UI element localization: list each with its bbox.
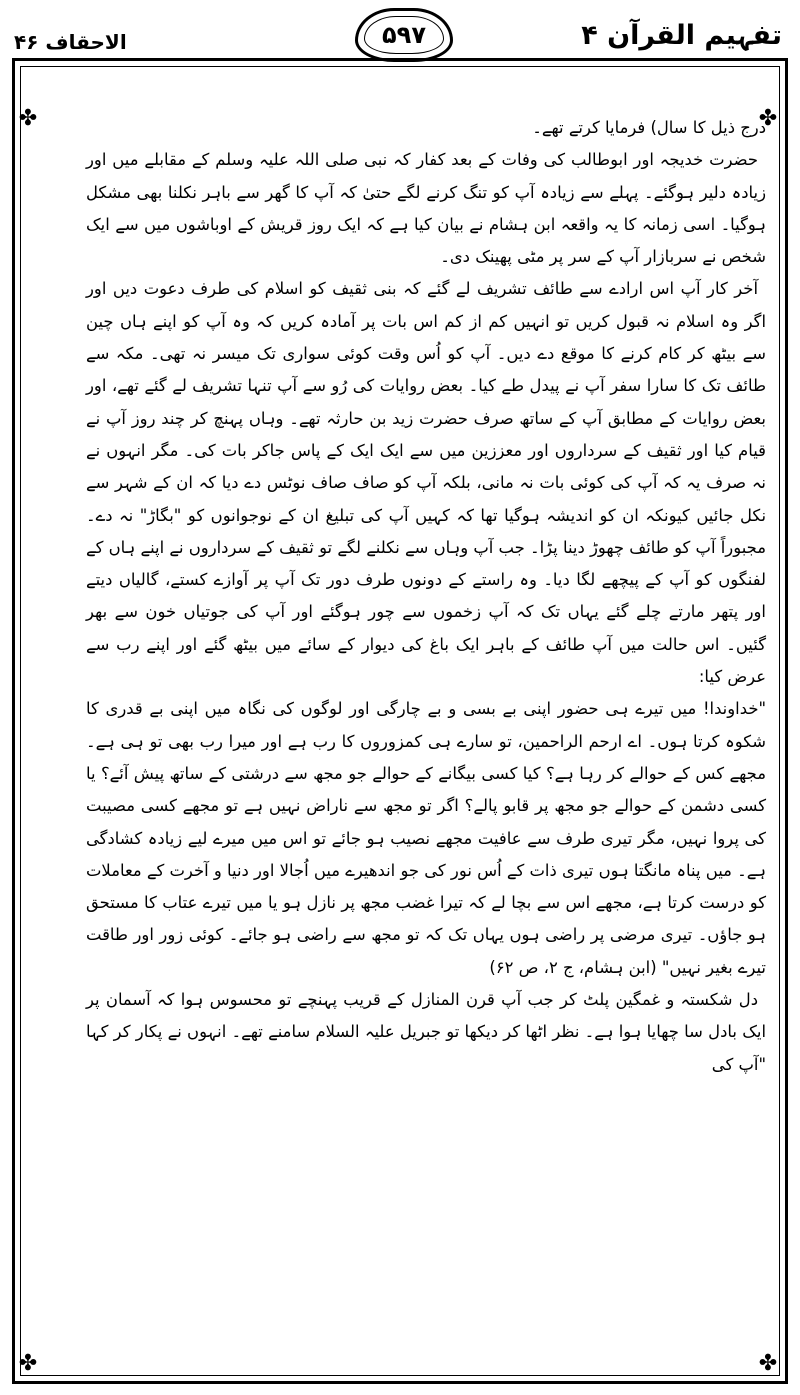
paragraph: آخر کار آپ اس ارادے سے طائف تشریف لے گئے کہ بنی ثقیف کو اسلام کی طرف دعوت دیں اور اگر وہ اسلام نہ قبول کریں تو انہیں کم از کم اس بات پر آمادہ کریں کہ وہ آپ کو اپنے ہاں چین سے بیٹھ کر کام کرنے کا موقع دے دیں۔ آپ کو اُس وقت کوئی سواری تک میسر نہ تھی۔ مکہ سے طائف تک کا سارا سفر آپ نے پیدل طے کیا۔ بعض روایات کی رُو سے آپ تنہا تشریف لے گئے تھے، اور بعض روایات کے مطابق آپ کے ساتھ صرف حضرت زید بن حارثہ تھے۔ وہاں پہنچ کر چند روز آپ نے قیام کیا اور ثقیف کے سرداروں اور معززین میں سے ایک ایک کے پاس جاکر بات کی۔ مگر انہوں نے نہ صرف یہ کہ آپ کی کوئی بات نہ مانی، بلکہ آپ کو صاف صاف نوٹس دے دیا کہ ان کے شہر سے نکل جائیں کیونکہ ان کو اندیشہ ہوگیا تھا کہ کہیں آپ کی تبلیغ ان کے نوجوانوں کو "بگاڑ" نہ دے۔ مجبوراً آپ کو طائف چھوڑ دینا پڑا۔ جب آپ وہاں سے نکلنے لگے تو ثقیف کے سرداروں نے اپنے ہاں کے لفنگوں کو آپ کے پیچھے لگا دیا۔ وہ راستے کے دونوں طرف دور تک آپ پر آوازے کستے، گالیاں دیتے اور پتھر مارتے چلے گئے یہاں تک کہ آپ زخموں سے چور ہوگئے اور آپ کی جوتیاں خون سے بھر گئیں۔ اس حالت میں آپ طائف کے باہر ایک باغ کی دیوار کے سائے میں بیٹھ گئے اور اپنے رب سے عرض کیا: bbox=[86, 279, 766, 687]
page-number: ۵۹۷ bbox=[382, 21, 426, 49]
paragraph: درج ذیل کا سال) فرمایا کرتے تھے۔ bbox=[532, 118, 766, 137]
paragraph: حضرت خدیجہ اور ابوطالب کی وفات کے بعد کفار کہ نبی صلی اللہ علیہ وسلم کے مقابلے میں اور زیادہ دلیر ہوگئے۔ پہلے سے زیادہ آپ کو تنگ کرنے لگے حتیٰ کہ آپ کا گھر سے باہر نکلنا بھی مشکل ہوگیا۔ اسی زمانہ کا یہ واقعہ ابن ہشام نے بیان کیا ہے کہ ایک روز قریش کے اوباشوں میں سے ایک شخص نے سربازار آپ کے سر پر مٹی پھینک دی۔ bbox=[86, 150, 766, 267]
corner-ornament-icon: ✤ bbox=[755, 106, 781, 132]
prayer-quote: "خداوندا! میں تیرے ہی حضور اپنی بے بسی و بے چارگی اور لوگوں کی نگاہ میں اپنی بے قدری کا شکوہ کرتا ہوں۔ اے ارحم الراحمین، تو سارے ہی کمزوروں کا رب ہے اور میرا رب بھی تو ہی ہے۔ مجھے کس کے حوالے کر رہا ہے؟ کیا کسی بیگانے کے حوالے جو مجھ سے درشتی کے ساتھ پیش آئے؟ یا کسی دشمن کے حوالے جو مجھ پر قابو پالے؟ اگر تو مجھ سے ناراض نہیں ہے تو مجھے کسی مصیبت کی پروا نہیں، مگر تیری طرف سے عافیت مجھے نصیب ہو جائے تو اس میں میرے لیے زیادہ کشادگی ہے۔ میں پناہ مانگتا ہوں تیری ذات کے اُس نور کی جو اندھیرے میں اُجالا اور دنیا و آخرت کے معاملات کو درست کرتا ہے، مجھے اس سے بچا لے کہ تیرا غضب مجھ پر نازل ہو یا میں تیرے عتاب کا مستحق ہو جاؤں۔ تیری مرضی پر راضی ہوں یہاں تک کہ تو مجھ سے راضی ہو جائے۔ کوئی زور اور طاقت تیرے بغیر نہیں" (ابن ہشام، ج ۲، ص ۶۲) bbox=[86, 699, 766, 977]
page-number-cartouche bbox=[355, 8, 453, 62]
page-body-text bbox=[86, 112, 766, 1081]
book-title: تفہیم القرآن ۴ bbox=[581, 20, 782, 51]
corner-ornament-icon: ✤ bbox=[15, 1351, 41, 1377]
surah-name: الاحقاف ۴۶ bbox=[14, 30, 127, 54]
paragraph: دل شکستہ و غمگین پلٹ کر جب آپ قرن المنازل کے قریب پہنچے تو محسوس ہوا کہ آسمان پر ایک بادل سا چھایا ہوا ہے۔ نظر اٹھا کر دیکھا تو جبریل علیہ السلام سامنے تھے۔ انہوں نے پکار کر کہا "آپ کی bbox=[86, 990, 766, 1074]
corner-ornament-icon: ✤ bbox=[15, 106, 41, 132]
corner-ornament-icon: ✤ bbox=[755, 1351, 781, 1377]
